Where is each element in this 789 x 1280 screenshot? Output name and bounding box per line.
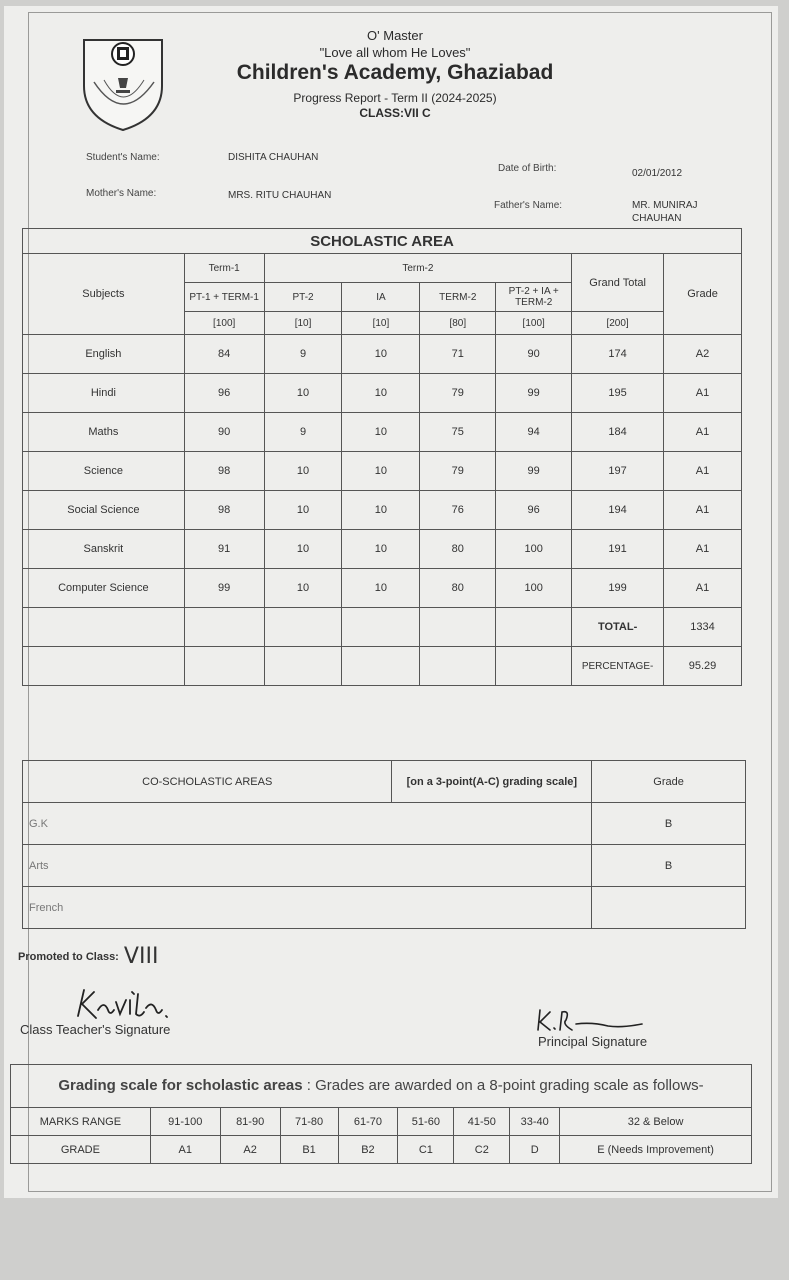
mark-cell: 100 <box>496 569 572 608</box>
mark-cell: 80 <box>420 569 496 608</box>
subjects-header: Subjects <box>23 254 185 335</box>
pt2-ia-term2-header: PT-2 + IA + TERM-2 <box>496 283 572 312</box>
grade-cell: A1 <box>664 491 742 530</box>
dob-value: 02/01/2012 <box>632 168 683 179</box>
promotion-class: VIII <box>123 944 159 969</box>
grading-scale-table <box>10 1064 752 1164</box>
grade-cell: A1 <box>664 569 742 608</box>
grade-cell: A2 <box>664 335 742 374</box>
mark-cell: 9 <box>264 413 342 452</box>
total-cell: 191 <box>572 530 664 569</box>
mark-cell: 10 <box>342 335 420 374</box>
scholastic-table <box>22 228 742 686</box>
coscholastic-grade <box>592 887 746 929</box>
school-name: Children's Academy, Ghaziabad <box>236 61 554 84</box>
table-row <box>23 887 746 929</box>
mark-cell: 98 <box>184 452 264 491</box>
subject-name: Sanskrit <box>23 530 185 569</box>
father-name-line1: MR. MUNIRAJ <box>632 200 698 211</box>
percentage-label: PERCENTAGE- <box>572 647 664 686</box>
max-marks: [80] <box>420 312 496 335</box>
dob-label: Date of Birth: <box>498 163 557 174</box>
marks-range-row <box>11 1108 752 1136</box>
mark-cell: 10 <box>342 452 420 491</box>
header-line-master: O' Master <box>367 28 423 43</box>
percentage-value: 95.29 <box>664 647 742 686</box>
max-marks: [10] <box>342 312 420 335</box>
mark-cell: 99 <box>496 374 572 413</box>
grade-cell: C1 <box>398 1136 454 1164</box>
coscholastic-grade: B <box>592 845 746 887</box>
range-cell: 32 & Below <box>560 1108 752 1136</box>
mark-cell: 98 <box>184 491 264 530</box>
promotion-line <box>18 944 158 969</box>
father-name-label: Father's Name: <box>494 200 563 211</box>
mother-name-label: Mother's Name: <box>86 188 157 199</box>
principal-signature-mark <box>532 1004 652 1034</box>
table-row <box>23 803 746 845</box>
student-name-label: Student's Name: <box>86 152 160 163</box>
grade-cell: E (Needs Improvement) <box>560 1136 752 1164</box>
mark-cell: 10 <box>342 569 420 608</box>
total-cell: 195 <box>572 374 664 413</box>
mark-cell: 96 <box>496 491 572 530</box>
max-marks: [200] <box>572 312 664 335</box>
table-row <box>23 335 742 374</box>
table-row <box>23 491 742 530</box>
term2-header: Term-2 <box>264 254 572 283</box>
coscholastic-area: French <box>23 887 592 929</box>
mark-cell: 10 <box>342 374 420 413</box>
marks-range-label: MARKS RANGE <box>11 1108 151 1136</box>
coscholastic-title: CO-SCHOLASTIC AREAS <box>23 761 392 803</box>
term1-header: Term-1 <box>184 254 264 283</box>
coscholastic-grade-header: Grade <box>592 761 746 803</box>
max-marks: [10] <box>264 312 342 335</box>
grade-cell: D <box>510 1136 560 1164</box>
mark-cell: 79 <box>420 374 496 413</box>
range-cell: 41-50 <box>454 1108 510 1136</box>
total-cell: 194 <box>572 491 664 530</box>
mark-cell: 71 <box>420 335 496 374</box>
mark-cell: 80 <box>420 530 496 569</box>
pt1-term1-header: PT-1 + TERM-1 <box>184 283 264 312</box>
father-name-line2: CHAUHAN <box>632 213 682 224</box>
mark-cell: 90 <box>496 335 572 374</box>
subject-name: Science <box>23 452 185 491</box>
report-title: Progress Report - Term II (2024-2025) <box>293 91 497 105</box>
mark-cell: 75 <box>420 413 496 452</box>
mark-cell: 10 <box>264 569 342 608</box>
mark-cell: 90 <box>184 413 264 452</box>
student-name: DISHITA CHAUHAN <box>228 152 319 163</box>
range-cell: 71-80 <box>280 1108 338 1136</box>
grade-cell: A2 <box>220 1136 280 1164</box>
grading-scale-caption <box>11 1065 752 1108</box>
scholastic-title: SCHOLASTIC AREA <box>23 229 742 254</box>
max-marks: [100] <box>496 312 572 335</box>
max-marks: [100] <box>184 312 264 335</box>
principal-signature-label: Principal Signature <box>538 1034 648 1049</box>
range-cell: 51-60 <box>398 1108 454 1136</box>
mother-name: MRS. RITU CHAUHAN <box>228 190 332 201</box>
table-row <box>23 374 742 413</box>
coscholastic-scale-note: [on a 3-point(A-C) grading scale] <box>392 761 592 803</box>
coscholastic-table <box>22 760 746 929</box>
mark-cell: 10 <box>342 491 420 530</box>
table-row <box>23 845 746 887</box>
mark-cell: 91 <box>184 530 264 569</box>
subject-name: Hindi <box>23 374 185 413</box>
coscholastic-area: Arts <box>23 845 592 887</box>
mark-cell: 10 <box>264 452 342 491</box>
total-row <box>23 608 742 647</box>
total-label: TOTAL- <box>572 608 664 647</box>
report-header <box>200 28 590 120</box>
total-cell: 197 <box>572 452 664 491</box>
header-motto: "Love all whom He Loves" <box>319 45 471 60</box>
grade-cell: A1 <box>664 452 742 491</box>
subject-name: Maths <box>23 413 185 452</box>
grade-cell: A1 <box>664 413 742 452</box>
grade-cell: A1 <box>664 530 742 569</box>
mark-cell: 79 <box>420 452 496 491</box>
promotion-label: Promoted to Class: <box>18 951 119 963</box>
grade-cell: A1 <box>664 374 742 413</box>
grade-cell: A1 <box>150 1136 220 1164</box>
grade-cell: C2 <box>454 1136 510 1164</box>
class-label: CLASS:VII C <box>359 106 431 120</box>
mark-cell: 10 <box>264 530 342 569</box>
table-row <box>23 530 742 569</box>
total-cell: 174 <box>572 335 664 374</box>
mark-cell: 99 <box>184 569 264 608</box>
grand-total-header: Grand Total <box>572 254 664 312</box>
mark-cell: 94 <box>496 413 572 452</box>
range-cell: 81-90 <box>220 1108 280 1136</box>
subject-name: Computer Science <box>23 569 185 608</box>
mark-cell: 9 <box>264 335 342 374</box>
mark-cell: 10 <box>342 413 420 452</box>
range-cell: 61-70 <box>338 1108 398 1136</box>
grade-cell: B2 <box>338 1136 398 1164</box>
grading-scale-caption-rest: : Grades are awarded on a 8-point grading scale as follows- <box>306 1077 704 1094</box>
mark-cell: 10 <box>264 374 342 413</box>
mark-cell: 96 <box>184 374 264 413</box>
grading-scale-caption-bold: Grading scale for scholastic areas <box>58 1077 303 1094</box>
table-row <box>23 413 742 452</box>
total-cell: 184 <box>572 413 664 452</box>
range-cell: 91-100 <box>150 1108 220 1136</box>
mark-cell: 84 <box>184 335 264 374</box>
school-crest-logo <box>78 30 168 134</box>
pt2-header: PT-2 <box>264 283 342 312</box>
subject-name: Social Science <box>23 491 185 530</box>
mark-cell: 10 <box>264 491 342 530</box>
total-value: 1334 <box>664 608 742 647</box>
table-row <box>23 569 742 608</box>
mark-cell: 10 <box>342 530 420 569</box>
mark-cell: 100 <box>496 530 572 569</box>
table-row <box>23 452 742 491</box>
range-cell: 33-40 <box>510 1108 560 1136</box>
mark-cell: 99 <box>496 452 572 491</box>
grade-cell: B1 <box>280 1136 338 1164</box>
coscholastic-area: G.K <box>23 803 592 845</box>
total-cell: 199 <box>572 569 664 608</box>
ia-header: IA <box>342 283 420 312</box>
mark-cell: 76 <box>420 491 496 530</box>
term2-col-header: TERM-2 <box>420 283 496 312</box>
grade-row <box>11 1136 752 1164</box>
coscholastic-grade: B <box>592 803 746 845</box>
class-teacher-signature-mark <box>70 984 190 1024</box>
subject-name: English <box>23 335 185 374</box>
grade-label: GRADE <box>11 1136 151 1164</box>
class-teacher-signature-label: Class Teacher's Signature <box>20 1022 171 1037</box>
percentage-row <box>23 647 742 686</box>
grade-header: Grade <box>664 254 742 335</box>
